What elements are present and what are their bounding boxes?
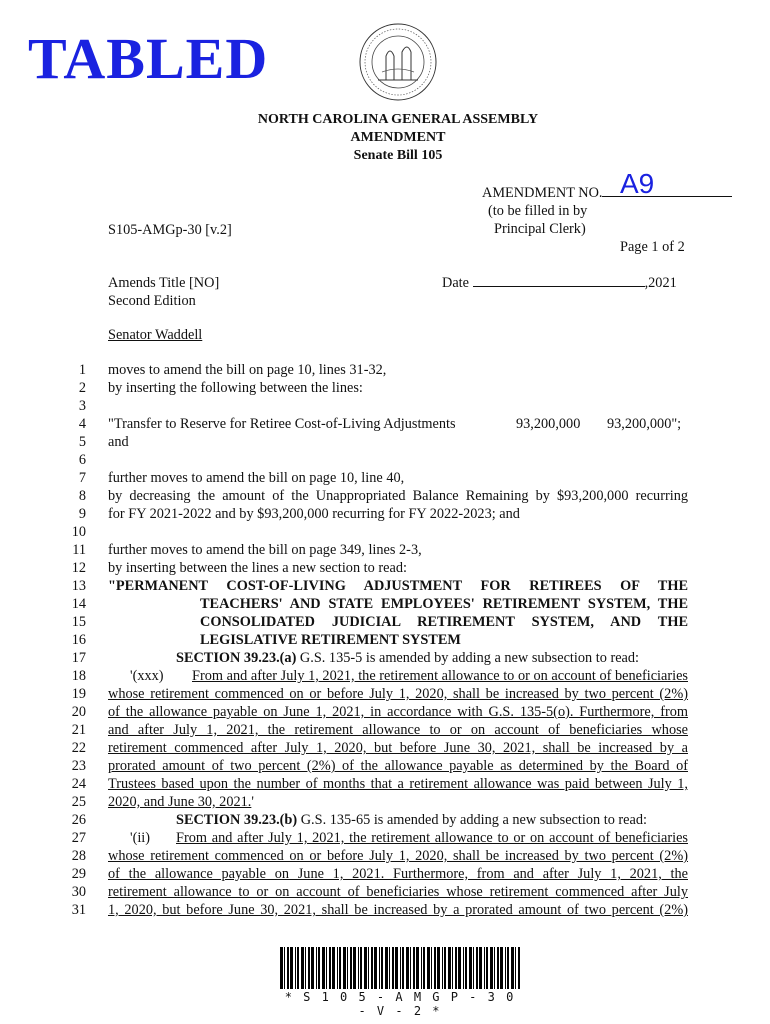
barcode-bar <box>518 947 520 989</box>
line-number: 18 <box>71 668 86 684</box>
line-number: 20 <box>71 704 86 720</box>
barcode-bar <box>469 947 472 989</box>
barcode-bar <box>308 947 310 989</box>
section-a-line-24: Trustees based upon the number of months that a retirement allowance was paid between July 1, <box>108 776 688 792</box>
line-number: 24 <box>71 776 86 792</box>
section-a-line-25: 2020, and June 30, 2021.' <box>108 794 254 810</box>
state-seal-icon <box>358 22 438 102</box>
section-caption-line-1: "PERMANENT COST-OF-LIVING ADJUSTMENT FOR RETIREES OF THE <box>108 578 688 594</box>
barcode-bar <box>500 947 503 989</box>
line-number: 10 <box>71 524 86 540</box>
barcode-bar <box>400 947 401 989</box>
section-a-line-21: and after July 1, 2021, the retirement allowance to or on account of beneficiaries whose <box>108 722 688 738</box>
barcode-bar <box>490 947 493 989</box>
barcode-bar <box>364 947 367 989</box>
line-number: 28 <box>71 848 86 864</box>
line-number: 1 <box>78 362 86 378</box>
barcode-bar <box>497 947 499 989</box>
section-a-heading: SECTION 39.23.(a) G.S. 135-5 is amended by adding a new subsection to read: <box>176 650 640 666</box>
barcode-bar <box>406 947 409 989</box>
line-number: 2 <box>78 380 86 396</box>
tabled-stamp: TABLED <box>28 26 269 91</box>
barcode-bar <box>311 947 314 989</box>
barcode-bar <box>329 947 331 989</box>
barcode-bar <box>410 947 411 989</box>
line-number: 9 <box>78 506 86 522</box>
barcode-bar <box>305 947 306 989</box>
barcode-bar <box>371 947 373 989</box>
amendment-number: A9 <box>620 168 655 199</box>
line-number: 12 <box>71 560 86 576</box>
line-number: 6 <box>78 452 86 468</box>
barcode-bar <box>381 947 383 989</box>
line-number: 21 <box>71 722 86 738</box>
body-line-1: moves to amend the bill on page 10, lines 31-32, <box>108 362 387 378</box>
barcode-bar <box>389 947 390 989</box>
line-number: 3 <box>78 398 86 414</box>
line-number: 23 <box>71 758 86 774</box>
barcode-bar <box>318 947 320 989</box>
barcode-bar <box>287 947 289 989</box>
section-b-line-28: whose retirement commenced on or before July 1, 2020, shall be increased by two percent (2%) <box>108 848 688 864</box>
barcode-bar <box>455 947 457 989</box>
barcode-bar <box>507 947 509 989</box>
barcode-bar <box>421 947 422 989</box>
barcode-bar <box>374 947 377 989</box>
line-number: 7 <box>78 470 86 486</box>
line-number: 26 <box>71 812 86 828</box>
date-field: Date ,2021 <box>442 275 677 291</box>
barcode-bar <box>476 947 478 989</box>
barcode-bar <box>416 947 419 989</box>
fill-note-1: (to be filled in by <box>488 203 588 219</box>
barcode-bar <box>437 947 440 989</box>
body-line-11: further moves to amend the bill on page 349, lines 2-3, <box>108 542 422 558</box>
barcode-bar <box>395 947 398 989</box>
section-caption-line-2: TEACHERS' AND STATE EMPLOYEES' RETIREMENT SYSTEM, THE <box>200 596 688 612</box>
line-number: 5 <box>78 434 86 450</box>
barcode-bar <box>358 947 359 989</box>
barcode-bar <box>423 947 425 989</box>
barcode-bar <box>402 947 404 989</box>
line-number: 27 <box>71 830 86 846</box>
barcode-bar <box>301 947 304 989</box>
barcode-bar <box>337 947 338 989</box>
barcode-bar <box>434 947 436 989</box>
line4-amount-2: 93,200,000"; <box>607 416 682 432</box>
assembly-heading: NORTH CAROLINA GENERAL ASSEMBLY <box>257 112 539 127</box>
line-number: 11 <box>72 542 86 558</box>
barcode-bar <box>505 947 506 989</box>
barcode-bar <box>452 947 453 989</box>
body-line-5: and <box>108 434 129 450</box>
section-caption-line-3: CONSOLIDATED JUDICIAL RETIREMENT SYSTEM, AND THE <box>200 614 688 630</box>
body-line-7: further moves to amend the bill on page 10, line 40, <box>108 470 405 486</box>
barcode-bar <box>347 947 348 989</box>
barcode-bar <box>332 947 335 989</box>
barcode-bar <box>515 947 516 989</box>
section-a-line-23: prorated amount of two percent (2%) of the allowance payable as determined by the Board of <box>108 758 688 774</box>
line-number: 4 <box>78 416 86 432</box>
line-number: 31 <box>71 902 86 918</box>
barcode-bar <box>463 947 464 989</box>
barcode-bar <box>431 947 432 989</box>
section-b-line-29: of the allowance payable on June 1, 2021. Furthermore, from and after July 1, 2021, the <box>108 866 688 882</box>
barcode-bar <box>465 947 467 989</box>
line-number: 16 <box>71 632 86 648</box>
body-line-4: "Transfer to Reserve for Retiree Cost-of-Living Adjustments 93,200,000 93,200,000"; <box>108 416 682 432</box>
barcode-bar <box>413 947 415 989</box>
section-caption-line-4: LEGISLATIVE RETIREMENT SYSTEM <box>200 632 461 648</box>
body-line-2: by inserting the following between the lines: <box>108 380 363 396</box>
line-number: 17 <box>71 650 86 666</box>
barcode-bar <box>326 947 327 989</box>
body-line-8: by decreasing the amount of the Unappropriated Balance Remaining by $93,200,000 recurring <box>108 488 688 504</box>
barcode-bar <box>280 947 283 989</box>
amendment-no-label: AMENDMENT NO. <box>482 184 732 202</box>
barcode-bar <box>385 947 388 989</box>
barcode-bar <box>448 947 451 989</box>
document-barcode <box>280 947 520 989</box>
barcode-bar <box>379 947 380 989</box>
barcode-bar <box>473 947 474 989</box>
body-line-9: for FY 2021-2022 and by $93,200,000 recurring for FY 2022-2023; and <box>108 506 520 522</box>
barcode-bar <box>479 947 482 989</box>
barcode-bar <box>316 947 317 989</box>
barcode-bar <box>484 947 485 989</box>
section-b-line-31: 1, 2020, but before June 30, 2021, shall be increased by a prorated amount of two percent (2%) <box>108 902 688 918</box>
section-a-line-20: of the allowance payable on June 1, 2021, in accordance with G.S. 135-5(o). Furthermore, from <box>108 704 688 720</box>
line-number: 8 <box>78 488 86 504</box>
barcode-bar <box>442 947 443 989</box>
barcode-bar <box>368 947 369 989</box>
barcode-bar <box>444 947 446 989</box>
line-number: 15 <box>71 614 86 630</box>
barcode-bar <box>295 947 296 989</box>
barcode-bar <box>486 947 488 989</box>
barcode-text: * S 1 0 5 - A M G P - 3 0 - V - 2 * <box>284 990 516 1018</box>
barcode-bar <box>339 947 341 989</box>
barcode-bar <box>297 947 299 989</box>
barcode-bar <box>290 947 293 989</box>
amends-title: Amends Title [NO] <box>108 275 220 291</box>
barcode-bar <box>350 947 352 989</box>
barcode-bar <box>284 947 285 989</box>
line-number: 13 <box>71 578 86 594</box>
line-number: 19 <box>71 686 86 702</box>
barcode-bar <box>353 947 356 989</box>
line-number: 30 <box>71 884 86 900</box>
section-b-heading: SECTION 39.23.(b) G.S. 135-65 is amended by adding a new subsection to read: <box>176 812 647 828</box>
barcode-bar <box>494 947 495 989</box>
line-number: 29 <box>71 866 86 882</box>
body-line-12: by inserting between the lines a new section to read: <box>108 560 407 576</box>
section-b-line-30: retirement allowance to or on account of beneficiaries whose retirement commenced after July <box>108 884 688 900</box>
barcode-bar <box>360 947 362 989</box>
barcode-bar <box>511 947 514 989</box>
bill-heading: Senate Bill 105 <box>353 148 443 163</box>
barcode-bar <box>322 947 325 989</box>
page-info: Page 1 of 2 <box>620 239 685 255</box>
section-a-line-19: whose retirement commenced on or before July 1, 2020, shall be increased by two percent (2%) <box>108 686 688 702</box>
fill-note-2: Principal Clerk) <box>494 221 586 237</box>
sponsor-name: Senator Waddell <box>108 327 203 343</box>
barcode-bar <box>392 947 394 989</box>
barcode-bar <box>458 947 461 989</box>
section-a-line-22: retirement commenced after July 1, 2020, but before June 30, 2021, shall be increased by a <box>108 740 688 756</box>
line-number: 25 <box>71 794 86 810</box>
amendment-heading: AMENDMENT <box>350 130 446 145</box>
barcode-bar <box>343 947 346 989</box>
line-number: 22 <box>71 740 86 756</box>
document-code: S105-AMGp-30 [v.2] <box>108 222 232 238</box>
edition: Second Edition <box>108 293 196 309</box>
barcode-bar <box>427 947 430 989</box>
line4-amount-1: 93,200,000 <box>516 416 581 432</box>
line-number: 14 <box>71 596 86 612</box>
